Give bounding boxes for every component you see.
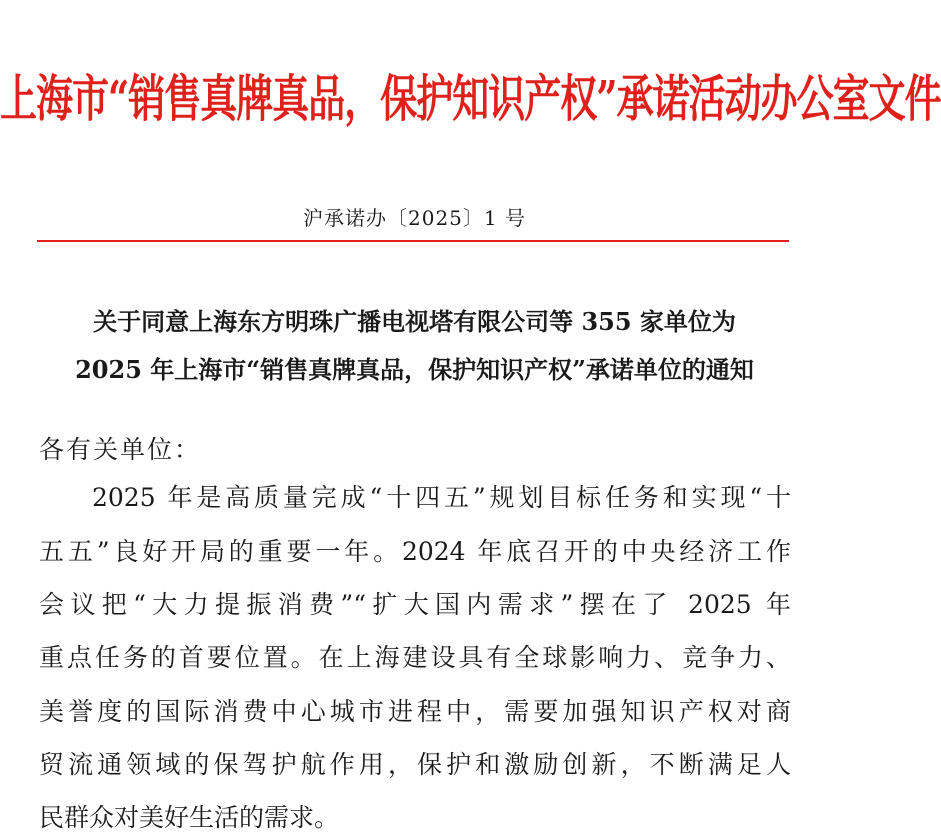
document-number: 沪承诺办〔2025〕1 号 xyxy=(303,206,526,230)
body-line-4: 重点任务的首要位置。在上海建设具有全球影响力、竞争力、 xyxy=(39,643,791,672)
header-divider xyxy=(37,240,789,242)
body-line-6: 贸流通领域的保驾护航作用，保护和激励创新，不断满足人 xyxy=(39,750,791,779)
body-line-2: 五五”良好开局的重要一年。2024 年底召开的中央经济工作 xyxy=(39,537,791,566)
body-line-3: 会议把“大力提振消费”“扩大国内需求”摆在了 2025 年 xyxy=(39,590,791,619)
salutation: 各有关单位： xyxy=(39,435,202,464)
body-line-1: 2025 年是高质量完成“十四五”规划目标任务和实现“十 xyxy=(92,483,791,512)
document-header-title: 上海市“销售真牌真品，保护知识产权”承诺活动办公室文件 xyxy=(0,68,941,129)
notice-title-line-2: 2025 年上海市“销售真牌真品，保护知识产权”承诺单位的通知 xyxy=(75,355,754,384)
body-line-5: 美誉度的国际消费中心城市进程中，需要加强知识产权对商 xyxy=(39,697,791,726)
body-line-7: 民群众对美好生活的需求。 xyxy=(39,803,340,832)
notice-title-line-1: 关于同意上海东方明珠广播电视塔有限公司等 355 家单位为 xyxy=(93,307,736,336)
